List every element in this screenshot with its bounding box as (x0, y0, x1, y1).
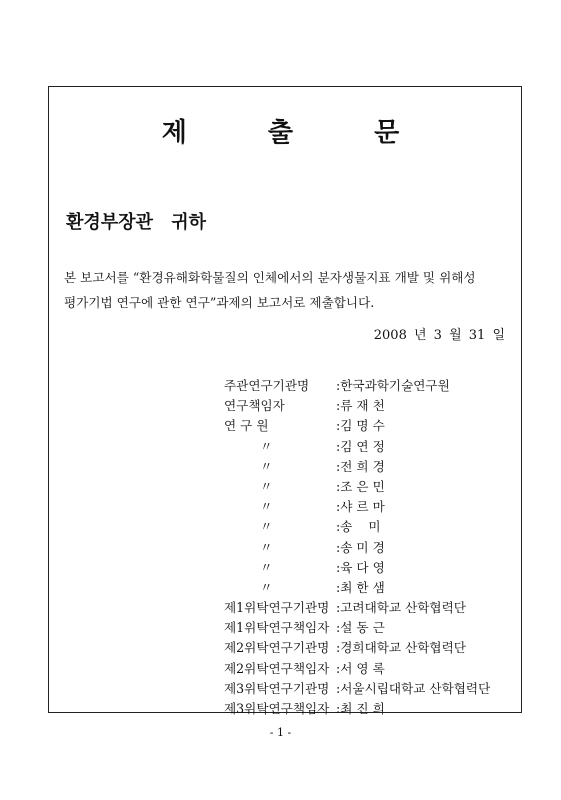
ditto-mark: 〃 (260, 559, 273, 575)
submission-date: 2008 년 3 월 31 일 (373, 328, 505, 343)
ditto-mark: 〃 (260, 539, 273, 555)
staff-name: :최 한 샘 (336, 579, 385, 595)
staff-role: 제2위탁연구기관명 (224, 640, 330, 656)
ditto-mark: 〃 (260, 519, 273, 535)
staff-name: :김 연 정 (336, 438, 385, 454)
staff-row (224, 578, 490, 598)
staff-name: :육 다 영 (336, 559, 385, 575)
staff-row (224, 659, 490, 679)
staff-row (224, 416, 490, 436)
ditto-mark: 〃 (260, 458, 273, 474)
staff-role: 제1위탁연구기관명 (224, 600, 330, 616)
staff-name: :경희대학교 산학협력단 (336, 640, 466, 656)
staff-row (224, 558, 490, 578)
staff-name: :송 미 (336, 519, 381, 535)
staff-name: :샤 르 마 (336, 499, 385, 515)
staff-name: :류 재 천 (336, 398, 385, 414)
staff-name: :고려대학교 산학협력단 (336, 600, 466, 616)
staff-row (224, 376, 490, 396)
staff-role: 제1위탁연구책임자 (224, 620, 330, 636)
staff-name: :서울시립대학교 산학협력단 (336, 680, 491, 696)
staff-row (224, 638, 490, 658)
staff-name: :조 은 민 (336, 478, 385, 494)
staff-row (224, 699, 490, 719)
staff-row (224, 497, 490, 517)
staff-row (224, 517, 490, 537)
staff-row (224, 618, 490, 638)
staff-row (224, 538, 490, 558)
ditto-mark: 〃 (260, 579, 273, 595)
page-number: - 1 - (269, 726, 292, 739)
recipient-line: 환경부장관 귀하 (66, 212, 206, 233)
staff-row (224, 679, 490, 699)
staff-role: 주관연구기관명 (224, 378, 310, 393)
staff-row (224, 598, 490, 618)
ditto-mark: 〃 (260, 438, 273, 454)
staff-role: 제3위탁연구책임자 (224, 701, 330, 716)
ditto-mark: 〃 (260, 499, 273, 515)
statement-line-2: 평가기법 연구에 관한 연구”과제의 보고서로 제출합니다. (64, 295, 375, 310)
staff-name: :전 희 경 (336, 458, 385, 474)
staff-role: 제2위탁연구책임자 (224, 660, 330, 676)
staff-row (224, 396, 490, 416)
staff-role: 연 구 원 (224, 418, 269, 434)
staff-row (224, 457, 490, 477)
submission-statement (64, 265, 514, 315)
staff-row (224, 477, 490, 497)
staff-role: 연구책임자 (224, 398, 285, 414)
staff-name: :설 동 근 (336, 620, 385, 636)
page-title: 제 출 문 (161, 118, 436, 148)
staff-name: :송 미 경 (336, 539, 385, 555)
research-staff-list (224, 376, 490, 719)
staff-role: 제3위탁연구기관명 (224, 680, 330, 696)
staff-name: :서 영 록 (336, 660, 385, 676)
ditto-mark: 〃 (260, 478, 273, 494)
statement-line-1: 본 보고서를 “환경유해화학물질의 인체에서의 분자생물지표 개발 및 위해성 (64, 270, 476, 285)
staff-name: :김 명 수 (336, 418, 385, 434)
staff-name: :최 진 희 (336, 701, 385, 716)
staff-name: :한국과학기술연구원 (336, 378, 450, 393)
staff-row (224, 437, 490, 457)
